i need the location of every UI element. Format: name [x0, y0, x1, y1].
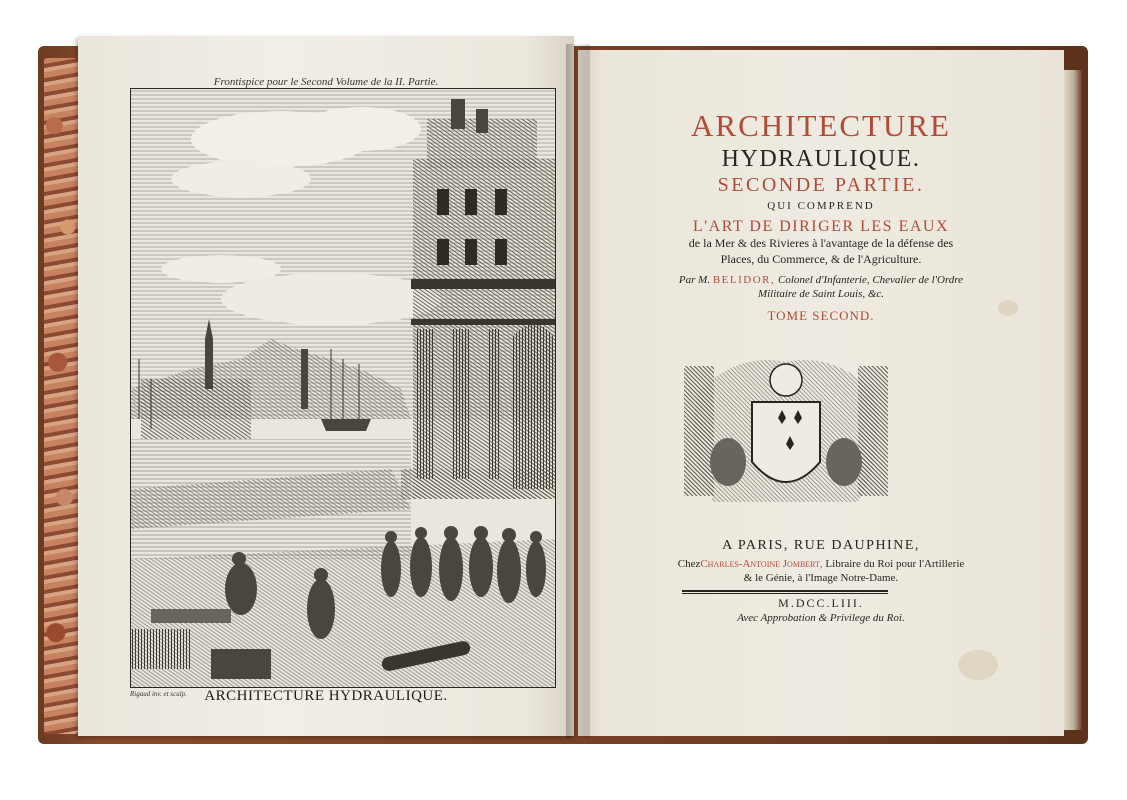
qui-comprend: QUI COMPREND: [767, 200, 875, 212]
imprint-chez: Chez: [677, 558, 701, 570]
marbled-endpaper: [44, 58, 78, 734]
book-gutter: [566, 44, 590, 738]
divider-rule: [682, 590, 888, 592]
title-hydraulique: HYDRAULIQUE.: [721, 146, 921, 172]
author-prefix: Par M.: [678, 274, 711, 286]
art-de-diriger: L'ART DE DIRIGER LES EAUX: [693, 218, 949, 235]
engraver-signature: Rigaud inv. et sculp.: [130, 690, 187, 698]
title-page: [578, 50, 1064, 736]
page-edges: [1062, 70, 1082, 730]
foxing-stain: [958, 650, 998, 680]
imprint-rest: Libraire du Roi pour l'Artillerie: [825, 558, 965, 570]
imprint-line-1: [578, 558, 1064, 570]
harbor-engraving: [130, 88, 556, 688]
author-line: [578, 274, 1064, 286]
privilege-line: Avec Approbation & Privilege du Roi.: [737, 612, 905, 624]
frontispiece-caption-top: Frontispice pour le Second Volume de la II. Partie.: [213, 76, 439, 88]
author-title-1: Colonel d'Infanterie, Chevalier de l'Ordre: [778, 274, 964, 286]
royal-coat-of-arms: [678, 352, 894, 512]
description-line-2: Places, du Commerce, & de l'Agriculture.: [720, 252, 922, 266]
author-name: BELIDOR,: [712, 274, 776, 286]
publication-year: M.DCC.LIII.: [778, 596, 864, 610]
imprint-line-2: & le Génie, à l'Image Notre-Dame.: [743, 572, 899, 584]
frontispiece-caption-bottom: ARCHITECTURE HYDRAULIQUE.: [204, 688, 448, 704]
author-title-2: Militaire de Saint Louis, &c.: [757, 288, 885, 300]
tome-second: TOME SECOND.: [767, 308, 875, 323]
divider-rule: [682, 593, 888, 594]
imprint-place: A PARIS, RUE DAUPHINE,: [722, 538, 920, 553]
title-seconde-partie: SECONDE PARTIE.: [717, 174, 925, 196]
imprint-printer: Charles-Antoine Jombert,: [700, 558, 823, 570]
frontispiece-page: [78, 36, 574, 736]
title-architecture: ARCHITECTURE: [691, 108, 951, 143]
description-line-1: de la Mer & des Rivieres à l'avantage de la défense des: [688, 236, 954, 250]
